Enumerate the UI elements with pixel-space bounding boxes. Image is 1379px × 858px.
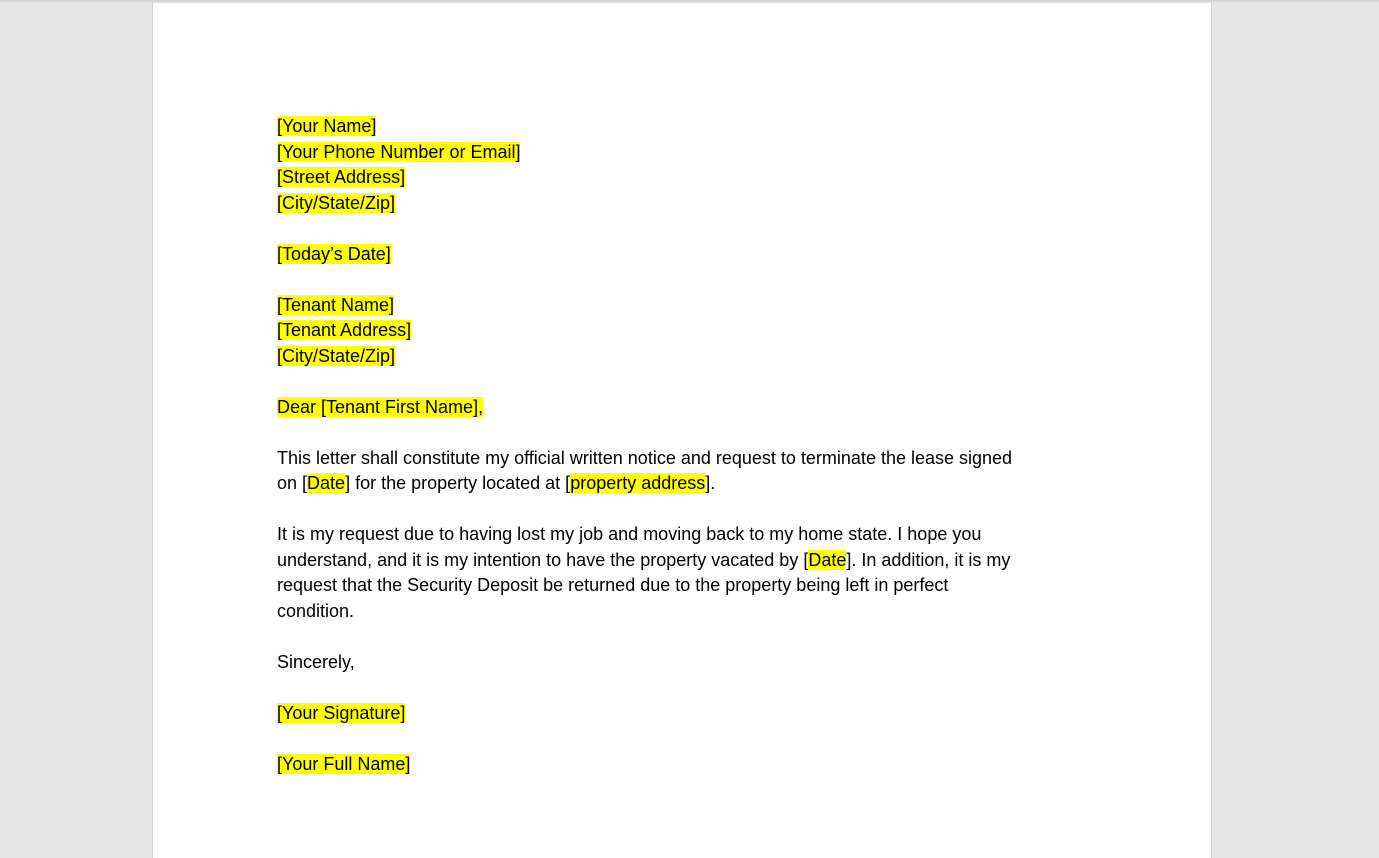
sender-contact: [Your Phone Number or Email] [277,141,521,162]
lease-date-placeholder: Date [307,473,346,493]
letter-body[interactable] [277,114,1097,777]
recipient-city-line [277,344,1097,370]
vacate-date-placeholder: Date [808,549,847,570]
closing: Sincerely, [277,651,355,672]
date-line [277,242,1097,268]
sender-city-line [277,191,1097,217]
sender-city-state-zip: [City/State/Zip] [277,192,396,213]
blank-line [277,369,1097,395]
paragraph-text: understand, and it is my intention to have the property vacated by [ [277,549,809,570]
paragraph-text: It is my request due to having lost my job and moving back to my home state. I hope you [277,524,982,544]
paragraph-text: ]. [705,473,716,493]
paragraph-line [277,599,1097,625]
paragraph-text: This letter shall constitute my official written notice and request to terminate the lease signed [277,447,1013,468]
window-top-shadow [0,0,1379,3]
salutation-line [277,395,1097,421]
recipient-name-line [277,293,1097,319]
blank-line [277,420,1097,446]
signature-line [277,701,1097,727]
document-page[interactable] [152,0,1212,858]
paragraph-line [277,446,1097,472]
blank-line [277,726,1097,752]
sender-name-line [277,114,1097,140]
paragraph-line [277,522,1097,548]
paragraph-line [277,548,1097,574]
blank-line [277,267,1097,293]
sender-contact-line [277,140,1097,166]
full-name-placeholder: [Your Full Name] [277,753,411,774]
recipient-address: [Tenant Address] [277,320,412,340]
letter-date: [Today’s Date] [277,243,391,264]
paragraph-text: ]. In addition, it is my [846,549,1011,570]
paragraph-line [277,573,1097,599]
recipient-address-line [277,318,1097,344]
property-address-placeholder: property address [570,473,706,493]
paragraph-reason [277,522,1097,624]
blank-line [277,675,1097,701]
paragraph-text: on [ [277,473,308,493]
salutation: Dear [Tenant First Name], [277,396,484,417]
signature-placeholder: [Your Signature] [277,702,406,723]
recipient-city-state-zip: [City/State/Zip] [277,345,396,366]
recipient-name: [Tenant Name] [277,294,395,315]
blank-line [277,216,1097,242]
paragraph-line [277,471,1097,497]
full-name-line [277,752,1097,778]
paragraph-text: ] for the property located at [ [345,473,571,493]
blank-line [277,624,1097,650]
sender-street: [Street Address] [277,167,406,187]
blank-line [277,497,1097,523]
paragraph-text: request that the Security Deposit be returned due to the property being left in perfect [277,575,949,595]
closing-line [277,650,1097,676]
paragraph-text: condition. [277,600,355,621]
paragraph-termination-notice [277,446,1097,497]
sender-street-line [277,165,1097,191]
sender-name: [Your Name] [277,116,377,136]
